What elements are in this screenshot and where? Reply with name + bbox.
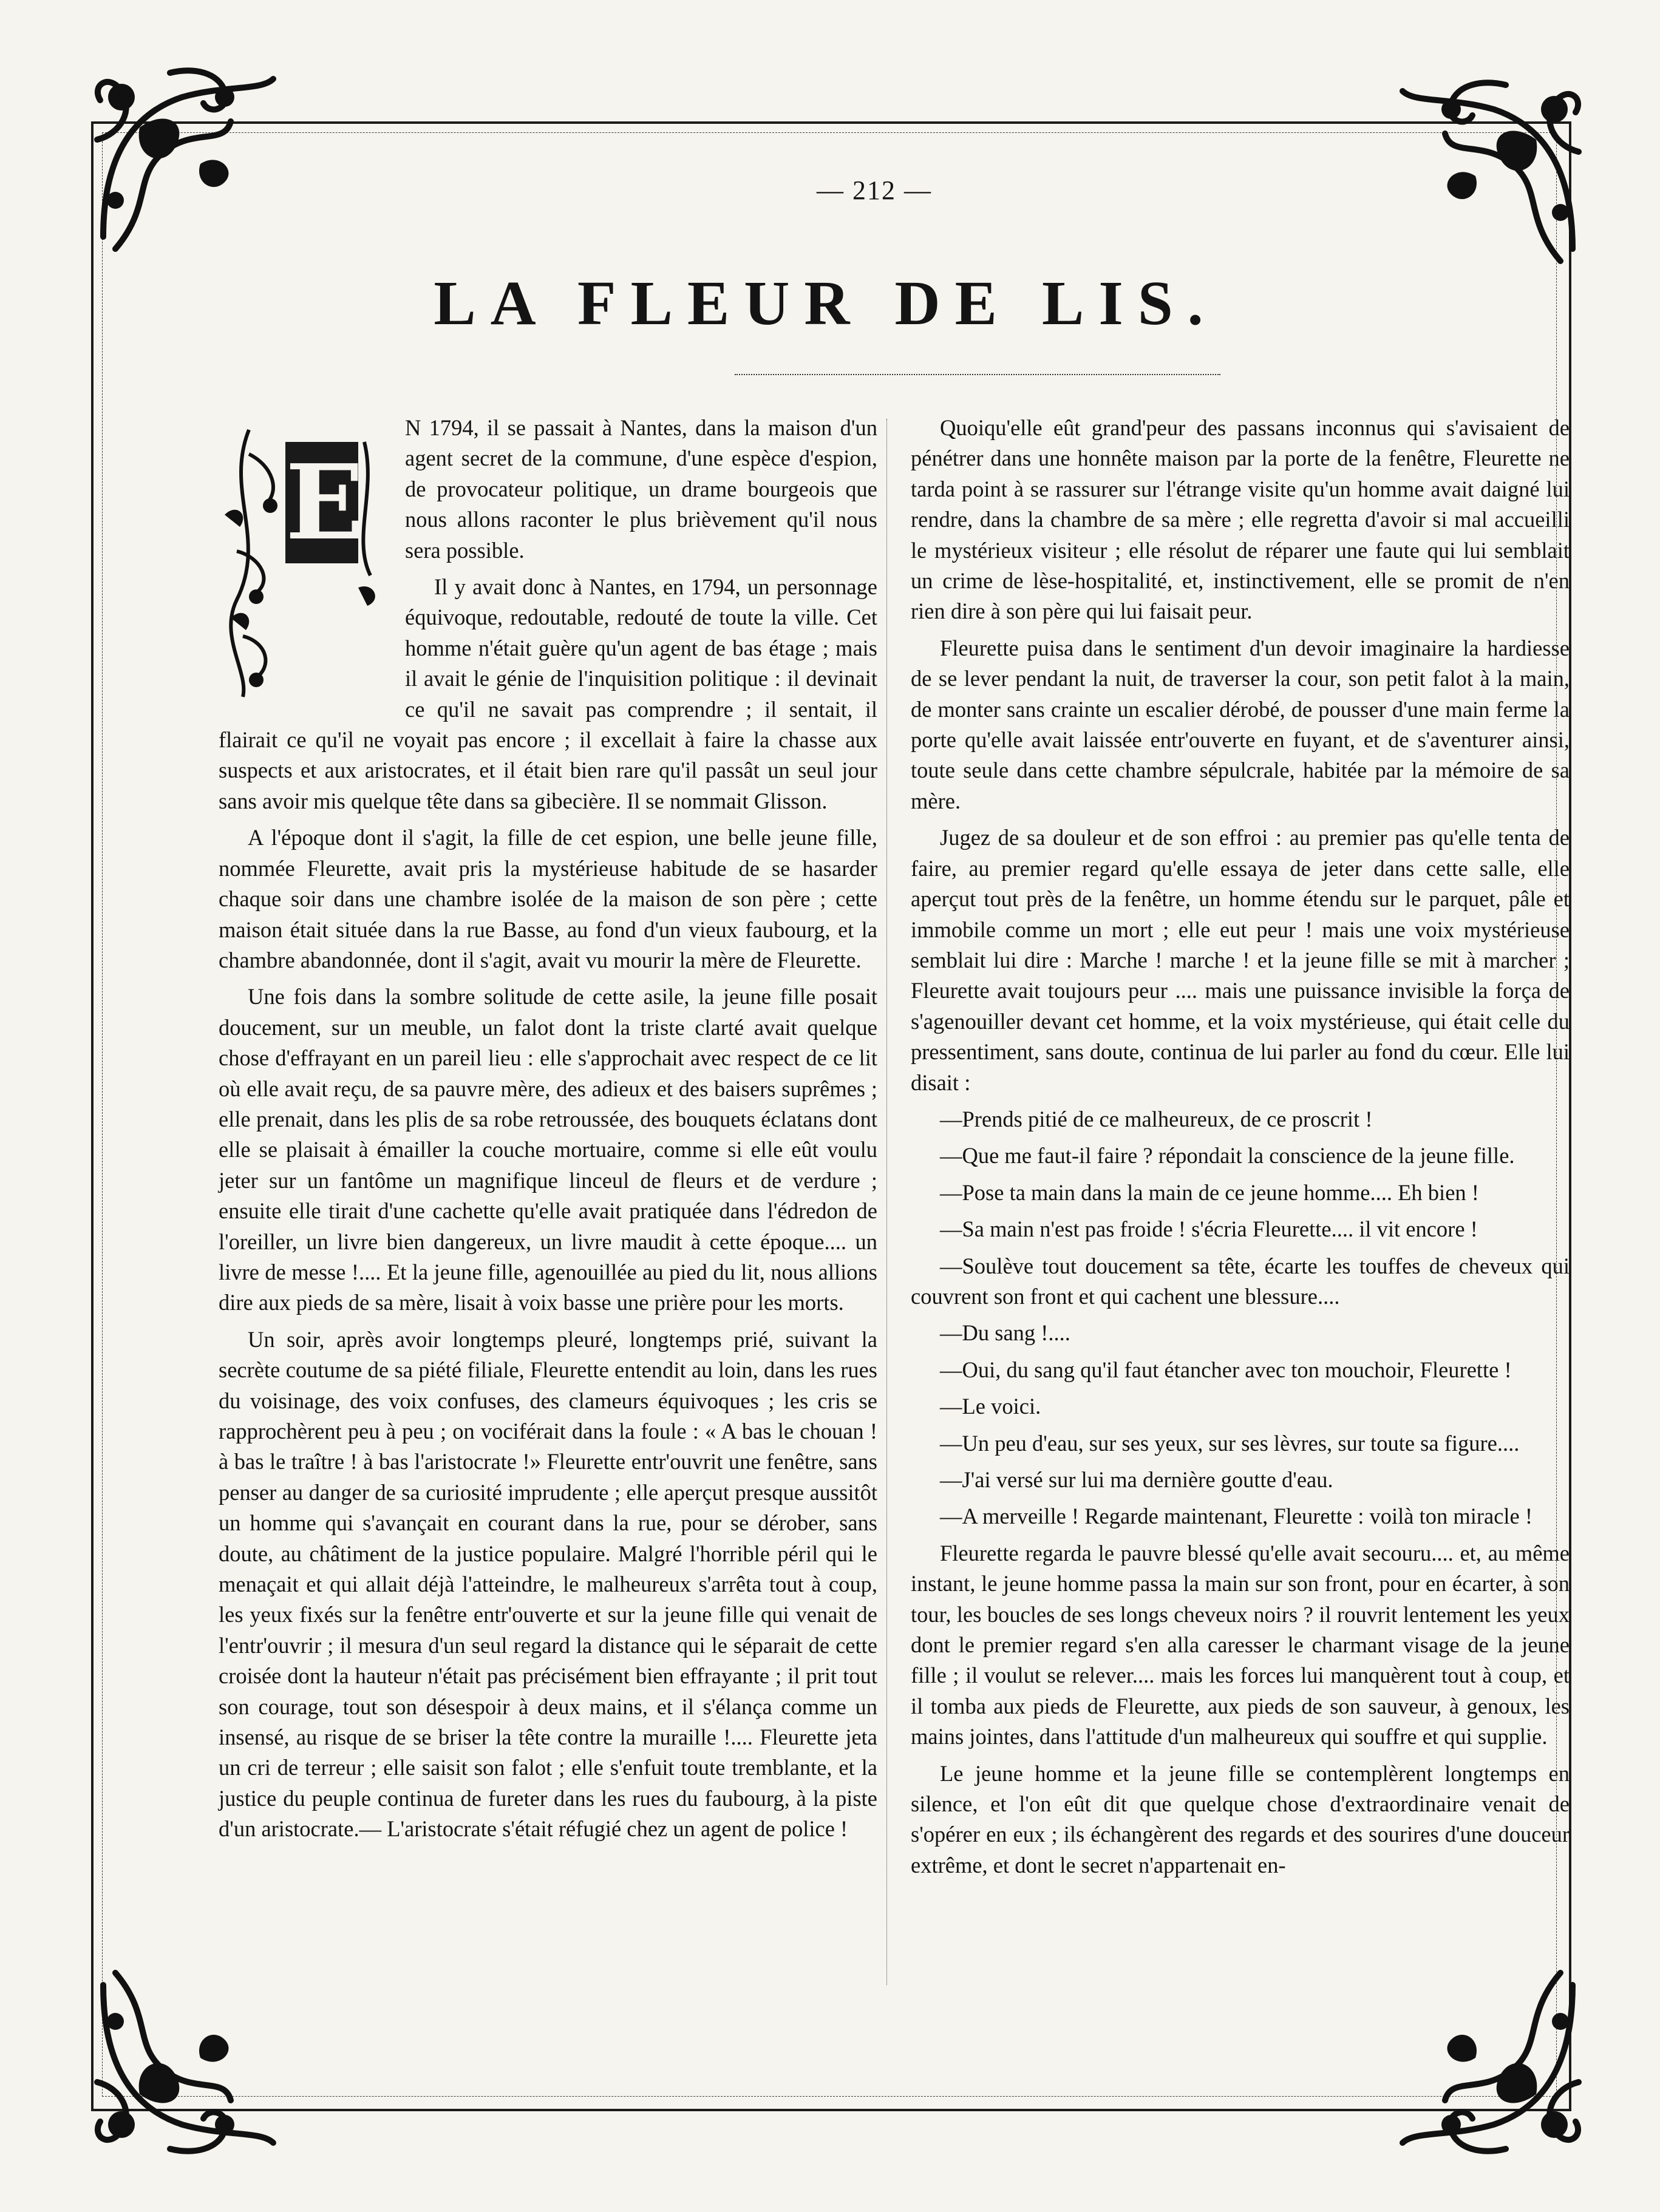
dialogue-line: —Sa main n'est pas froide ! s'écria Fleurette.... il vit encore ! xyxy=(940,1216,1478,1242)
scroll-ornament-icon xyxy=(1390,67,1597,273)
scroll-ornament-icon xyxy=(1390,1961,1597,2167)
paragraph: Fleurette regarda le pauvre blessé qu'elle avait secouru.... et, au même instant, le jeune homme passa la main sur son front, pour en écarter, à son tour, les boucles de ses longs cheveux noirs ? il rouvrit lentement les yeux dont le premier regard s'en alla caresser le charmant visage de la jeune fille ; il voulut se relever.... mais les forces lui manquèrent tout à coup, et il tomba aux pieds de Fleurette, aux pieds de son sauveur, à genoux, les mains jointes, dans l'attitude d'un malheureux qui souffre et qui supplie. xyxy=(911,1540,1570,1749)
paragraph: Une fois dans la sombre solitude de cette asile, la jeune fille posait doucement, sur un meuble, un falot dont la triste clarté avait quelque chose d'effrayant en un pareil lieu : elle s'approchait avec respect de ce lit où elle avait reçu, de sa pauvre mère, des adieux et des baisers suprêmes ; elle prenait, dans les plis de sa robe retroussée, des bouquets éclatans dont elle se plaisait à émailler la couche mortuaire, comme si elle eût voulu jeter sur un fantôme un magnifique linceul de fleurs et de verdure ; ensuite elle tirait d'une cachette qu'elle avait pratiquée dans l'édredon de l'oreiller, un livre bien dangereux, un livre maudit à cette époque.... un livre de messe !.... Et la jeune fille, agenouillée au pied du lit, nous allions dire aux pieds de sa mère, lisait à voix basse une prière pour les morts. xyxy=(219,984,877,1315)
scroll-ornament-icon xyxy=(79,1961,285,2167)
corner-ornament-bottom-right xyxy=(1390,1961,1597,2167)
dropcap-letter: E xyxy=(285,442,364,563)
dialogue-line: —A merveille ! Regarde maintenant, Fleurette : voilà ton miracle ! xyxy=(940,1504,1533,1529)
paragraph: A l'époque dont il s'agit, la fille de cet espion, une belle jeune fille, nommée Fleurette, avait pris la mystérieuse habitude de se hasarder chaque soir dans une chambre isolée de la maison de son père ; cette maison était située dans la rue Basse, au fond d'un vieux faubourg, et la chambre abandonnée, dont il s'agit, avait vu mourir la mère de Fleurette. xyxy=(219,825,877,972)
column-divider xyxy=(886,419,887,1985)
paragraph: Il y avait donc à Nantes, en 1794, un personnage équivoque, redoutable, redouté de toute la ville. Cet homme n'était guère qu'un agent de bas étage ; mais il avait le génie de l'inquisition politique : il devinait ce qu'il ne savait pas comprendre ; il sentait, il flairait ce qu'il ne voyait pas encore ; il excellait à faire la chasse aux suspects et aux aristocrates, et il était bien rare qu'il passât un seul jour sans avoir mis quelque tête dans sa gibecière. Il se nommait Glisson. xyxy=(219,574,877,813)
corner-ornament-top-right xyxy=(1390,67,1597,273)
left-column xyxy=(219,413,877,1851)
dialogue-line: —Du sang !.... xyxy=(940,1320,1070,1346)
paragraph: Un soir, après avoir longtemps pleuré, longtemps prié, suivant la secrète coutume de sa piété filiale, Fleurette entendit au loin, dans les rues du voisinage, des voix confuses, des clameurs équivoques ; les cris se rapprochèrent peu à peu ; on vociférait dans la foule : « A bas le chouan ! à bas le traître ! à bas l'aristocrate !» Fleurette entr'ouvrit une fenêtre, sans penser au danger de sa curiosité imprudente ; elle aperçut presque aussitôt un homme qui s'avançait en courant dans la rue, pour se dérober, sans doute, au châtiment de la justice populaire. Malgré l'horrible péril qui le menaçait et qui allait déjà l'atteindre, le malheureux s'arrêta tout à coup, les yeux fixés sur la fenêtre entr'ouverte et sur la jeune fille qui venait de l'entr'ouvrir ; il mesura d'un seul regard la distance qui le séparait de cette croisée dont la hauteur n'était pas précisément bien effrayante ; il prit tout son courage, tout son désespoir à deux mains, et il s'élança comme un insensé, au risque de se briser la tête contre la muraille !.... Fleurette jeta un cri de terreur ; elle saisit son falot ; elle s'enfuit toute tremblante, et la justice du peuple continua de fureter dans les rues du faubourg, à la piste d'un aristocrate.— L'aristocrate s'était réfugié chez un agent de police ! xyxy=(219,1326,877,1842)
paragraph: Jugez de sa douleur et de son effroi : au premier pas qu'elle tenta de faire, au premier regard qu'elle essaya de jeter dans cette salle, elle aperçut tout près de la fenêtre, un homme étendu sur le parquet, pâle et immobile comme un mort ; elle eut peur ! mais une voix mystérieuse semblait lui dire : Marche ! marche ! et la jeune fille se mit à marcher ; Fleurette avait toujours peur .... mais une puissance invisible la força de s'agenouiller devant cet homme, et la voix mystérieuse, qui était celle du pressentiment, sans doute, continua de lui parler au fond du cœur. Elle lui disait : xyxy=(911,825,1570,1095)
dialogue-line: —Pose ta main dans la main de ce jeune homme.... Eh bien ! xyxy=(940,1179,1479,1205)
corner-ornament-bottom-left xyxy=(79,1961,285,2167)
dialogue-line: —Oui, du sang qu'il faut étancher avec ton mouchoir, Fleurette ! xyxy=(940,1357,1512,1382)
paragraph: Fleurette puisa dans le sentiment d'un devoir imaginaire la hardiesse de se lever pendant la nuit, de traverser la cour, son petit falot à la main, de monter sans crainte un escalier dérobé, de pousser d'une main ferme la porte qu'elle avait laissée entr'ouverte en fuyant, et de s'aventurer ainsi, toute seule dans cette chambre sépulcrale, habitée par la mémoire de sa mère. xyxy=(911,635,1570,813)
dialogue-line: —Le voici. xyxy=(940,1394,1041,1419)
right-column xyxy=(911,413,1570,1887)
paragraph: N 1794, il se passait à Nantes, dans la maison d'un agent secret de la commune, d'une espèce d'espion, de provocateur politique, un drame bourgeois que nous allons raconter le plus brièvement qu'il nous sera possible. xyxy=(405,415,877,563)
dialogue-line: —Un peu d'eau, sur ses yeux, sur ses lèvres, sur toute sa figure.... xyxy=(940,1430,1520,1456)
dropcap xyxy=(213,418,392,703)
page-number: — 212 — xyxy=(817,175,932,205)
paragraph: Le jeune homme et la jeune fille se contemplèrent longtemps en silence, et l'on eût dit que quelque chose d'extraordinaire venait de s'opérer en eux ; ils échangèrent des regards et des sourires d'une douceur extrême, et dont le secret n'appartenait en- xyxy=(911,1760,1570,1878)
page-title: LA FLEUR DE LIS. xyxy=(434,268,1218,338)
dialogue-line: —J'ai versé sur lui ma dernière goutte d'eau. xyxy=(940,1467,1333,1492)
corner-ornament-top-left xyxy=(79,55,285,261)
scroll-ornament-icon xyxy=(79,55,285,261)
dialogue-line: —Soulève tout doucement sa tête, écarte les touffes de cheveux qui couvrent son front et qui cachent une blessure.... xyxy=(911,1253,1570,1309)
title-divider xyxy=(735,374,1220,375)
dialogue-line: —Prends pitié de ce malheureux, de ce proscrit ! xyxy=(940,1106,1373,1131)
paragraph: Quoiqu'elle eût grand'peur des passans inconnus qui s'avisaient de pénétrer dans une honnête maison par la porte de la fenêtre, Fleurette ne tarda point à se rassurer sur l'étrange visite qu'un homme avait daigné lui rendre, dans la chambre de sa mère ; elle regretta d'avoir si mal accueilli le mystérieux visiteur ; elle résolut de réparer une faute qui lui semblait un crime de lèse-hospitalité, et, instinctivement, elle se promit de n'en rien dire à son père qui lui faisait peur. xyxy=(911,415,1570,624)
dialogue-line: —Que me faut-il faire ? répondait la conscience de la jeune fille. xyxy=(940,1143,1515,1169)
